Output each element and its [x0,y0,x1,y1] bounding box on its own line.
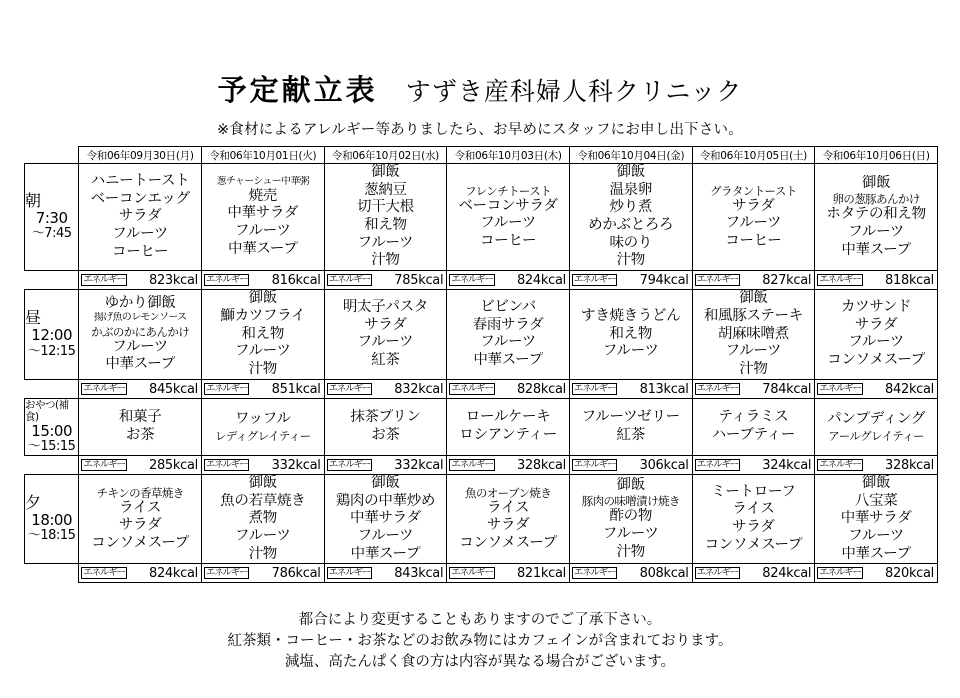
energy-value: 821kcal [516,566,566,582]
meal-items-0-1 [201,164,324,271]
menu-item: 味のり [609,234,653,251]
meal-items-2-2 [324,398,447,455]
energy-label: エネルギー [819,458,861,470]
energy-cell-3-3 [447,564,570,583]
energy-label: エネルギー [696,458,739,470]
menu-item: フルーツ [848,527,904,544]
energy-label: エネルギー [205,567,248,579]
energy-value: 328kcal [516,457,566,473]
meal-label-3 [25,474,79,563]
menu-item: 和え物 [364,217,407,234]
menu-item: 紅茶 [616,426,645,443]
energy-value: 324kcal [762,457,812,473]
menu-item: フルーツ [725,215,782,232]
meal-time-start-0: 7:30 [35,209,68,228]
menu-item: ワッフル [235,410,291,427]
meal-time-start-2: 15:00 [31,421,73,440]
menu-item: 御飯 [616,476,645,493]
energy-row-spacer-0 [25,271,79,290]
menu-item: 中華サラダ [350,510,421,527]
menu-item: 葱納豆 [364,181,407,198]
menu-item: ハニートースト [90,172,190,189]
menu-item: コンソメスープ [704,536,803,553]
energy-cell-1-5 [692,379,815,398]
footer-note-2: 減塩、高たんぱく食の方は内容が異なる場合がございます。 [284,654,676,671]
energy-cell-3-0 [79,564,202,583]
meal-name-3: 夕 [25,492,42,512]
energy-cell-1-6 [815,379,938,398]
energy-cell-2-0 [79,455,202,474]
energy-label: エネルギー [328,567,371,579]
menu-item: フルーツ [848,224,904,241]
menu-item: ハーブティー [711,426,796,443]
menu-item: 和え物 [241,325,285,342]
menu-item: 春雨サラダ [472,316,544,333]
meal-items-1-2 [324,290,447,379]
menu-item: 葱チャーシュー中華粥 [216,175,309,187]
energy-cell-0-5 [692,271,815,290]
date-header-3: 令和06年10月03日(木) [447,147,570,164]
energy-value: 824kcal [762,566,812,582]
meal-items-0-0 [79,164,202,271]
menu-item: 温泉卵 [609,181,653,198]
menu-item: フルーツ [357,527,414,544]
energy-label: エネルギー [819,382,861,394]
menu-item: 魚の若草焼き [220,492,306,509]
energy-value: 843kcal [394,566,444,582]
meal-items-2-1 [201,398,324,455]
meal-row-1 [25,290,938,379]
menu-item: コーヒー [725,232,782,249]
menu-item: 魚のオーブン焼き [465,485,552,500]
menu-item: 明太子パスタ [342,298,429,315]
menu-item: 揚げ魚のレモンソース [93,312,187,324]
menu-item: 中華サラダ [227,205,299,222]
energy-label: エネルギー [451,382,493,394]
date-header-row [25,147,938,164]
meal-time-end-3: ～18:15 [27,528,76,544]
energy-value: 842kcal [885,381,934,397]
menu-item: フルーツ [357,334,414,351]
menu-item: チキンの香草焼き [96,485,184,500]
menu-item: 御飯 [371,164,400,180]
energy-label: エネルギー [819,567,861,579]
energy-value: 332kcal [394,457,444,473]
menu-item: 中華スープ [473,352,543,369]
energy-value: 794kcal [639,273,689,289]
menu-item: お茶 [371,426,400,443]
date-header-5: 令和06年10月05日(土) [692,147,815,164]
footer-note-0: 都合により変更することもありますのでご了承下さい。 [298,612,662,628]
meal-row-3 [25,474,938,563]
menu-item: 汁物 [616,543,645,560]
energy-value: 824kcal [516,273,566,289]
menu-item: 中華スープ [105,356,175,373]
menu-item: パンプディング [827,410,926,427]
energy-value: 845kcal [148,381,198,397]
energy-value: 832kcal [394,381,444,397]
menu-item: 御飯 [248,290,277,307]
date-header-6: 令和06年10月06日(日) [815,147,938,164]
title-sub: すずき産科婦人科クリニック [405,77,743,106]
energy-cell-1-3 [447,379,570,398]
menu-item: ライス [487,499,530,516]
meal-items-2-0 [79,398,202,455]
menu-item: コンソメスープ [827,352,925,369]
energy-label: エネルギー [83,458,125,470]
menu-item: フルーツ [725,343,782,360]
energy-row-0 [25,271,938,290]
energy-label: エネルギー [819,274,861,286]
energy-value: 808kcal [639,566,689,582]
energy-value: 306kcal [639,457,689,473]
meal-items-3-6 [815,474,938,563]
menu-item: 中華スープ [350,545,421,562]
menu-item: フルーツ [357,234,414,251]
date-header-4: 令和06年10月04日(金) [569,147,692,164]
menu-item: サラダ [732,197,775,214]
meal-items-2-4 [569,398,692,455]
menu-item: アールグレイティー [828,428,925,443]
menu-item: 汁物 [248,545,277,562]
menu-item: 紅茶 [371,352,400,369]
energy-row-2 [25,455,938,474]
title-main: 予定献立表 [217,73,378,107]
menu-item: フルーツ [234,343,291,360]
meal-name-0: 朝 [25,190,42,210]
menu-item: サラダ [486,517,530,534]
energy-cell-0-4 [569,271,692,290]
meal-time-end-2: ～15:15 [27,438,76,454]
menu-item: 鰤カツフライ [220,307,306,324]
meal-time-end-0: ～7:45 [31,226,72,242]
energy-cell-3-2 [324,564,447,583]
menu-item: サラダ [732,519,775,536]
meal-items-1-3 [447,290,570,379]
meal-time-start-3: 18:00 [31,511,73,530]
energy-cell-1-0 [79,379,202,398]
date-header-2: 令和06年10月02日(水) [324,147,447,164]
menu-item: 煮物 [248,510,277,527]
meal-items-3-2 [324,474,447,563]
menu-item: ミートローフ [711,483,796,500]
menu-item: フルーツ [112,225,168,242]
menu-item: ホタテの和え物 [826,206,926,223]
menu-item: 酢の物 [609,508,653,525]
menu-item: フルーツ [480,334,536,351]
menu-item: カツサンド [840,298,912,315]
energy-label: エネルギー [573,567,616,579]
energy-row-spacer-2 [25,455,79,474]
energy-cell-0-1 [201,271,324,290]
date-header-1: 令和06年10月01日(火) [201,147,324,164]
energy-value: 820kcal [885,566,934,582]
energy-label: エネルギー [83,567,125,579]
energy-cell-0-6 [815,271,938,290]
energy-value: 827kcal [762,273,812,289]
meal-time-end-1: ～12:15 [27,343,76,359]
energy-value: 823kcal [148,273,198,289]
menu-item: 中華サラダ [840,510,912,527]
energy-value: 851kcal [271,381,321,397]
menu-item: 中華スープ [228,240,298,257]
menu-item: ビビンバ [480,298,536,315]
energy-cell-2-5 [692,455,815,474]
energy-label: エネルギー [573,458,616,470]
meal-items-3-3 [447,474,570,563]
meal-name-2: おやつ(補食) [25,398,69,423]
energy-value: 332kcal [271,457,321,473]
meal-name-1: 昼 [25,308,42,328]
meal-label-0 [25,164,79,271]
energy-cell-3-4 [569,564,692,583]
footer-note-1: 紅茶類・コーヒー・お茶などのお飲み物にはカフェインが含まれております。 [227,633,733,650]
energy-label: エネルギー [328,458,371,470]
menu-item: かぶのかにあんかけ [91,324,190,339]
energy-row-spacer-1 [25,379,79,398]
menu-item: 和え物 [609,325,653,342]
menu-item: コーヒー [112,243,169,260]
meal-items-0-5 [692,164,815,271]
energy-value: 285kcal [148,457,198,473]
meal-label-1 [25,290,79,379]
menu-item: 御飯 [739,290,768,307]
energy-cell-2-3 [447,455,570,474]
menu-item: ティラミス [718,409,789,426]
menu-item: フルーツ [480,215,536,232]
menu-item: 汁物 [248,360,277,377]
corner-cell [25,147,79,164]
menu-item: お茶 [125,426,155,443]
date-header-0: 令和06年09月30日(月) [79,147,202,164]
energy-cell-1-4 [569,379,692,398]
energy-cell-0-0 [79,271,202,290]
footer-notes [0,610,960,673]
menu-item: 抹茶プリン [350,409,421,426]
energy-label: エネルギー [696,567,739,579]
menu-item: 和風豚ステーキ [703,307,803,324]
meal-items-0-4 [569,164,692,271]
meal-time-start-1: 12:00 [31,326,73,345]
energy-label: エネルギー [696,274,739,286]
meal-items-1-6 [815,290,938,379]
energy-row-spacer-3 [25,564,79,583]
meal-items-1-4 [569,290,692,379]
energy-value: 818kcal [885,273,934,289]
energy-label: エネルギー [451,458,493,470]
menu-item: フルーツ [234,223,291,240]
menu-item: 切干大根 [357,199,414,216]
meal-items-3-1 [201,474,324,563]
menu-item: サラダ [854,316,898,333]
energy-label: エネルギー [328,274,371,286]
menu-item: サラダ [118,208,162,225]
menu-item: ベーコンサラダ [458,197,558,214]
menu-item: ライス [732,501,775,518]
meal-items-0-3 [447,164,570,271]
menu-item: 御飯 [616,164,645,180]
energy-value: 828kcal [516,381,566,397]
meal-items-1-1 [201,290,324,379]
menu-item: 汁物 [739,360,768,377]
menu-item: フルーツ [112,338,168,355]
menu-item: レディグレイティー [214,428,311,443]
energy-value: 785kcal [394,273,444,289]
menu-item: フルーツ [602,526,659,543]
menu-item: 鶏肉の中華炒め [335,492,436,509]
energy-cell-3-6 [815,564,938,583]
menu-item: 中華スープ [841,545,911,562]
menu-item: フルーツ [602,343,659,360]
menu-item: ベーコンエッグ [90,190,190,207]
energy-label: エネルギー [696,382,739,394]
menu-item: 中華スープ [841,241,911,258]
energy-value: 784kcal [762,381,812,397]
menu-item: 炒り煮 [609,199,653,216]
energy-cell-3-1 [201,564,324,583]
meal-label-2 [25,398,79,455]
energy-cell-1-1 [201,379,324,398]
menu-item: めかぶとろろ [588,217,674,234]
menu-item: フレンチトースト [465,183,552,198]
energy-value: 328kcal [885,457,934,473]
menu-item: ロシアンティー [459,426,557,443]
energy-cell-3-5 [692,564,815,583]
energy-label: エネルギー [83,274,125,286]
menu-item: 汁物 [616,252,645,269]
energy-label: エネルギー [205,274,248,286]
menu-item: 胡麻味噌煮 [717,325,789,342]
menu-item: コンソメスープ [91,534,189,551]
meal-row-2 [25,398,938,455]
meal-items-2-6 [815,398,938,455]
menu-item: グラタントースト [710,183,797,198]
document-title [0,68,960,109]
menu-item: すき焼きうどん [581,307,681,324]
menu-item: 御飯 [861,474,891,491]
menu-item: サラダ [118,517,162,534]
menu-table [24,146,938,583]
energy-row-1 [25,379,938,398]
menu-item: 汁物 [371,252,400,269]
menu-item: 焼売 [248,187,277,204]
allergy-notice: ※食材によるアレルギー等ありましたら、お早めにスタッフにお申し出下さい。 [217,122,743,138]
energy-row-3 [25,564,938,583]
meal-items-2-5 [692,398,815,455]
menu-item: コーヒー [479,232,537,249]
energy-label: エネルギー [573,382,616,394]
energy-cell-0-2 [324,271,447,290]
energy-label: エネルギー [205,458,248,470]
energy-label: エネルギー [205,382,248,394]
meal-items-0-2 [324,164,447,271]
energy-value: 824kcal [148,566,198,582]
menu-item: 豚肉の味噌漬け焼き [581,494,680,509]
menu-item: フルーツ [848,334,904,351]
menu-item: 卵の葱豚あんかけ [832,192,920,207]
menu-item: フルーツ [234,527,291,544]
menu-item: 御飯 [248,474,277,491]
meal-row-0 [25,164,938,271]
menu-item: コンソメスープ [459,534,557,551]
menu-item: 御飯 [371,474,400,491]
energy-value: 813kcal [639,381,689,397]
menu-item: 和菓子 [118,409,162,426]
energy-label: エネルギー [451,567,493,579]
meal-items-2-3 [447,398,570,455]
energy-cell-2-2 [324,455,447,474]
energy-cell-1-2 [324,379,447,398]
meal-items-3-5 [692,474,815,563]
meal-items-3-0 [79,474,202,563]
energy-label: エネルギー [328,382,371,394]
energy-cell-0-3 [447,271,570,290]
menu-item: 八宝菜 [854,492,898,509]
energy-cell-2-1 [201,455,324,474]
meal-items-3-4 [569,474,692,563]
energy-value: 786kcal [271,566,321,582]
energy-label: エネルギー [83,382,125,394]
energy-label: エネルギー [573,274,616,286]
menu-item: サラダ [364,316,407,333]
energy-cell-2-6 [815,455,938,474]
menu-item: ロールケーキ [465,409,551,426]
meal-items-0-6 [815,164,938,271]
meal-items-1-5 [692,290,815,379]
energy-value: 816kcal [271,273,321,289]
menu-item: フルーツゼリー [581,409,680,426]
energy-cell-2-4 [569,455,692,474]
energy-label: エネルギー [451,274,493,286]
meal-items-1-0 [79,290,202,379]
menu-item: 御飯 [861,174,891,191]
menu-item: ゆかり御飯 [104,294,176,311]
menu-item: ライス [119,499,162,516]
